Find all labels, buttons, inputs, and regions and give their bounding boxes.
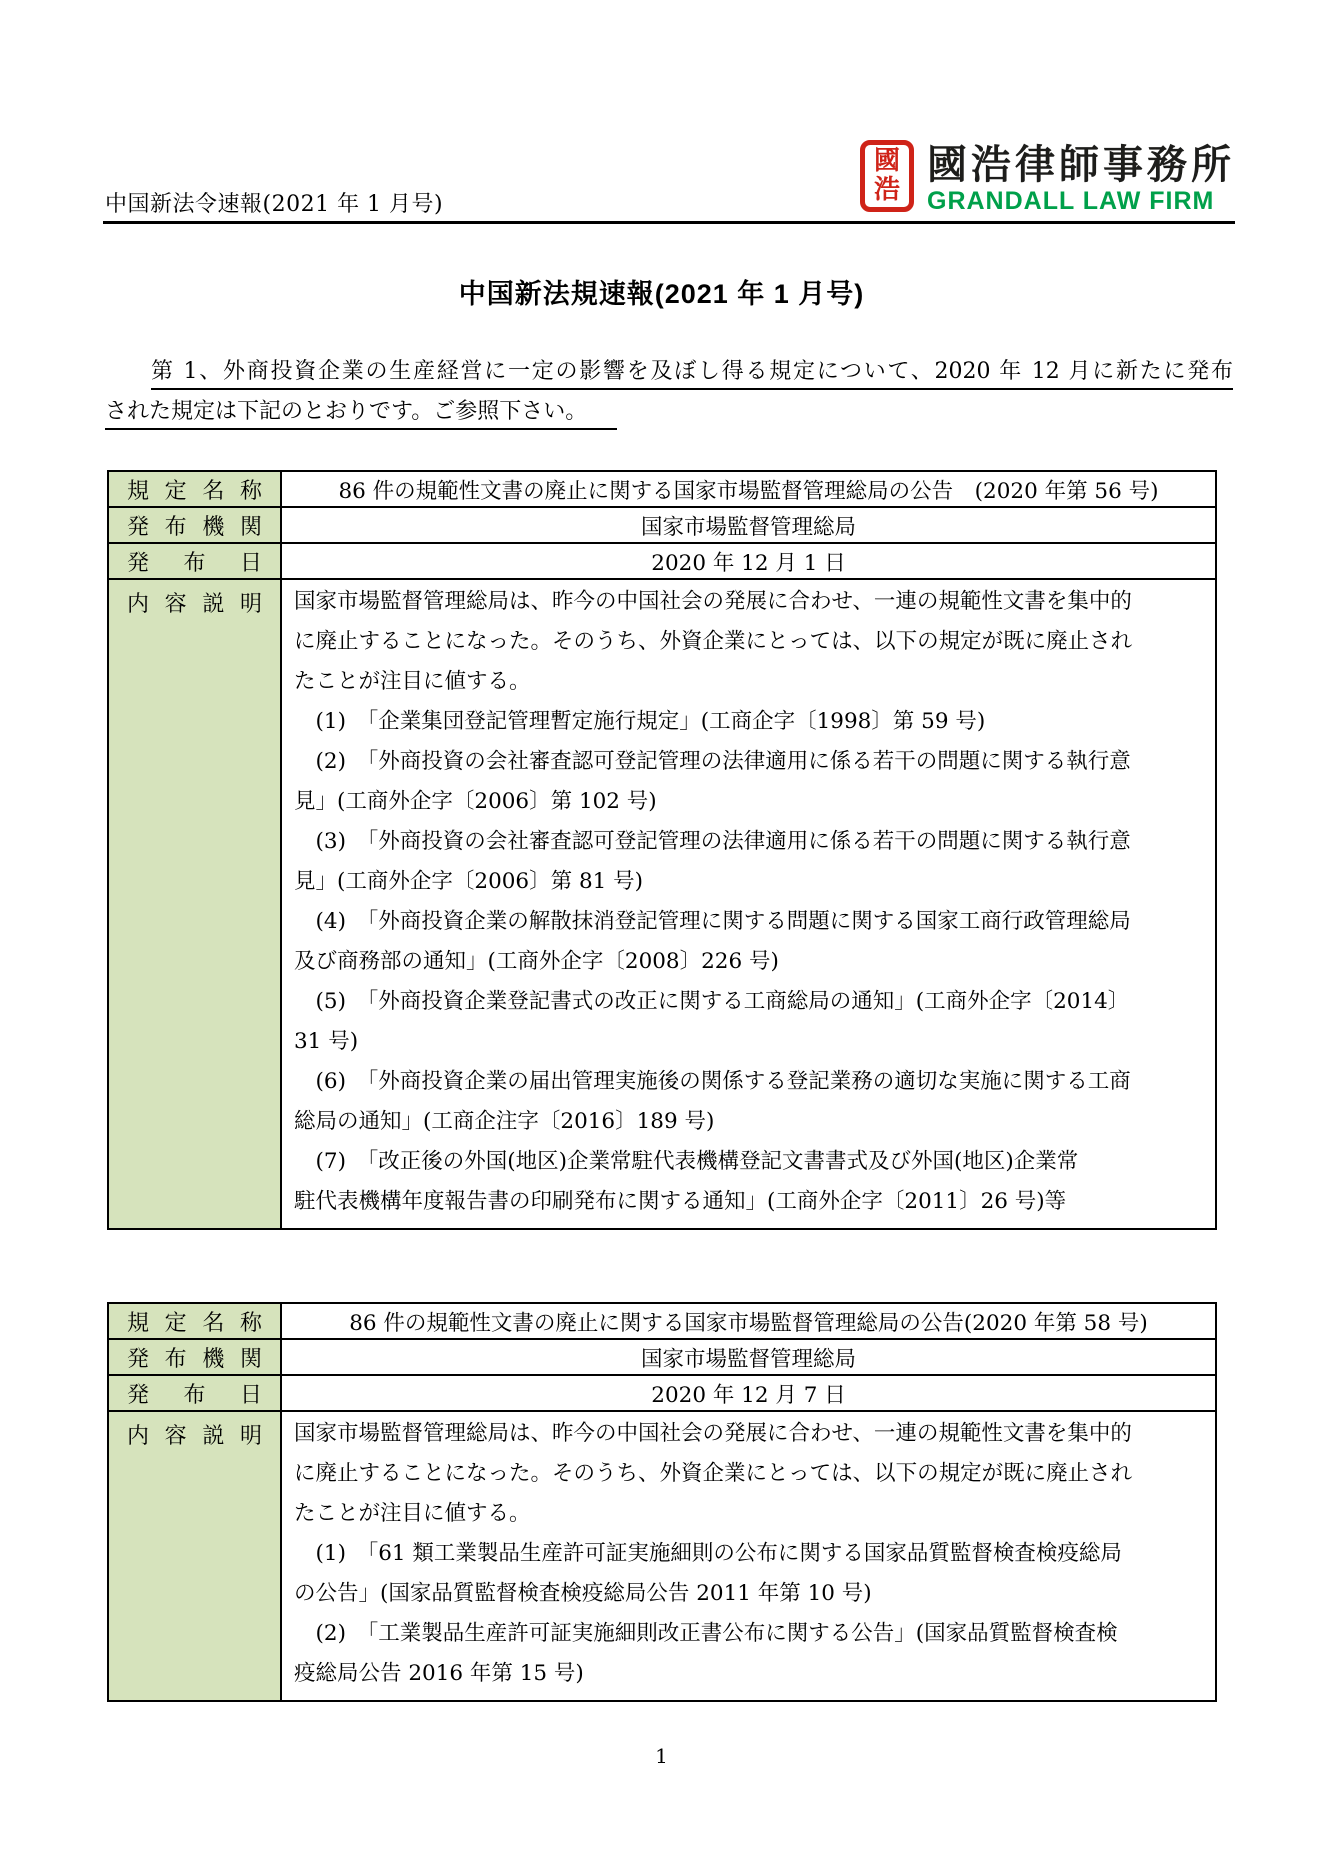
description-line: に廃止することになった。そのうち、外資企業にとっては、以下の規定が既に廃止され bbox=[294, 1461, 1133, 1486]
row-issuing-authority bbox=[108, 507, 1216, 543]
description-line: に廃止することになった。そのうち、外資企業にとっては、以下の規定が既に廃止され bbox=[294, 629, 1133, 654]
description-line: 見」(工商外企字〔2006〕第 102 号) bbox=[294, 789, 657, 814]
label-cell: 発布機関 bbox=[108, 507, 281, 543]
intro-line: された規定は下記のとおりです。ご参照下さい。 bbox=[105, 392, 1233, 432]
description-line: 総局の通知」(工商企注字〔2016〕189 号) bbox=[294, 1109, 715, 1134]
value-cell: 86 件の規範性文書の廃止に関する国家市場監督管理総局の公告 (2020 年第 56 号) bbox=[281, 471, 1216, 507]
description-line: 駐代表機構年度報告書の印刷発布に関する通知」(工商外企字〔2011〕26 号)等 bbox=[294, 1189, 1067, 1214]
row-issuing-authority bbox=[108, 1339, 1216, 1375]
firm-name-en: GRANDALL LAW FIRM bbox=[927, 187, 1215, 215]
page-title: 中国新法規速報(2021 年 1 月号) bbox=[458, 279, 865, 309]
value-cell bbox=[281, 579, 1216, 1229]
description-line: (6) 「外商投資企業の届出管理実施後の関係する登記業務の適切な実施に関する工商 bbox=[294, 1069, 1131, 1094]
label-cell: 発布日 bbox=[108, 1375, 281, 1411]
value-cell: 2020 年 12 月 7 日 bbox=[281, 1375, 1216, 1411]
row-description bbox=[108, 1411, 1216, 1701]
value-cell: 国家市場監督管理総局 bbox=[281, 1339, 1216, 1375]
description-line: 見」(工商外企字〔2006〕第 81 号) bbox=[294, 869, 644, 894]
grandall-seal-icon bbox=[860, 140, 914, 212]
label-cell: 発布機関 bbox=[108, 1339, 281, 1375]
value-cell: 国家市場監督管理総局 bbox=[281, 507, 1216, 543]
firm-logo bbox=[860, 140, 1235, 214]
description-line: 国家市場監督管理総局は、昨今の中国社会の発展に合わせ、一連の規範性文書を集中的 bbox=[294, 589, 1132, 614]
row-regulation-name bbox=[108, 1303, 1216, 1339]
page-header bbox=[105, 130, 1235, 222]
header-rule-divider bbox=[103, 221, 1235, 224]
document-header-title: 中国新法令速報(2021 年 1 月号) bbox=[105, 192, 444, 217]
description-line: たことが注目に値する。 bbox=[294, 669, 531, 694]
seal-char-top: 國 bbox=[873, 146, 900, 176]
seal-char-bottom: 浩 bbox=[873, 175, 900, 205]
description-line: (2) 「工業製品生産許可証実施細則改正書公布に関する公告」(国家品質監督検査検 bbox=[294, 1621, 1118, 1646]
firm-name-cn: 國浩律師事務所 bbox=[927, 143, 1235, 187]
description-line: たことが注目に値する。 bbox=[294, 1501, 531, 1526]
description-line: (1) 「企業集団登記管理暫定施行規定」(工商企字〔1998〕第 59 号) bbox=[294, 709, 986, 734]
value-cell: 2020 年 12 月 1 日 bbox=[281, 543, 1216, 579]
row-description bbox=[108, 579, 1216, 1229]
firm-name-block bbox=[927, 144, 1235, 214]
row-regulation-name bbox=[108, 471, 1216, 507]
description-line: 及び商務部の通知」(工商外企字〔2008〕226 号) bbox=[294, 949, 779, 974]
intro-paragraph bbox=[105, 352, 1233, 432]
page-number: 1 bbox=[655, 1744, 668, 1768]
description-line: (7) 「改正後の外国(地区)企業常駐代表機構登記文書書式及び外国(地区)企業常 bbox=[294, 1149, 1079, 1174]
value-cell bbox=[281, 1411, 1216, 1701]
description-line: 国家市場監督管理総局は、昨今の中国社会の発展に合わせ、一連の規範性文書を集中的 bbox=[294, 1421, 1132, 1446]
regulation-table-1 bbox=[107, 470, 1217, 1230]
description-line: の公告」(国家品質監督検査検疫総局公告 2011 年第 10 号) bbox=[294, 1581, 872, 1606]
description-line: (3) 「外商投資の会社審査認可登記管理の法律適用に係る若干の問題に関する執行意 bbox=[294, 829, 1131, 854]
label-cell: 発布日 bbox=[108, 543, 281, 579]
label-cell: 規定名称 bbox=[108, 1303, 281, 1339]
description-line: (5) 「外商投資企業登記書式の改正に関する工商総局の通知」(工商外企字〔2014〕 bbox=[294, 989, 1130, 1014]
description-line: 疫総局公告 2016 年第 15 号) bbox=[294, 1661, 584, 1686]
description-line: 31 号) bbox=[294, 1029, 359, 1054]
label-cell: 内容説明 bbox=[108, 1411, 281, 1701]
value-cell: 86 件の規範性文書の廃止に関する国家市場監督管理総局の公告(2020 年第 58 号) bbox=[281, 1303, 1216, 1339]
description-line: (2) 「外商投資の会社審査認可登記管理の法律適用に係る若干の問題に関する執行意 bbox=[294, 749, 1131, 774]
regulation-table-2 bbox=[107, 1302, 1217, 1702]
label-cell: 規定名称 bbox=[108, 471, 281, 507]
description-line: (4) 「外商投資企業の解散抹消登記管理に関する問題に関する国家工商行政管理総局 bbox=[294, 909, 1131, 934]
description-line: (1) 「61 類工業製品生産許可証実施細則の公布に関する国家品質監督検査検疫総局 bbox=[294, 1541, 1122, 1566]
intro-line: 第 1、外商投資企業の生産経営に一定の影響を及ぼし得る規定について、2020 年 12 月に新たに発布 bbox=[105, 352, 1233, 392]
row-issue-date bbox=[108, 543, 1216, 579]
label-cell: 内容説明 bbox=[108, 579, 281, 1229]
row-issue-date bbox=[108, 1375, 1216, 1411]
